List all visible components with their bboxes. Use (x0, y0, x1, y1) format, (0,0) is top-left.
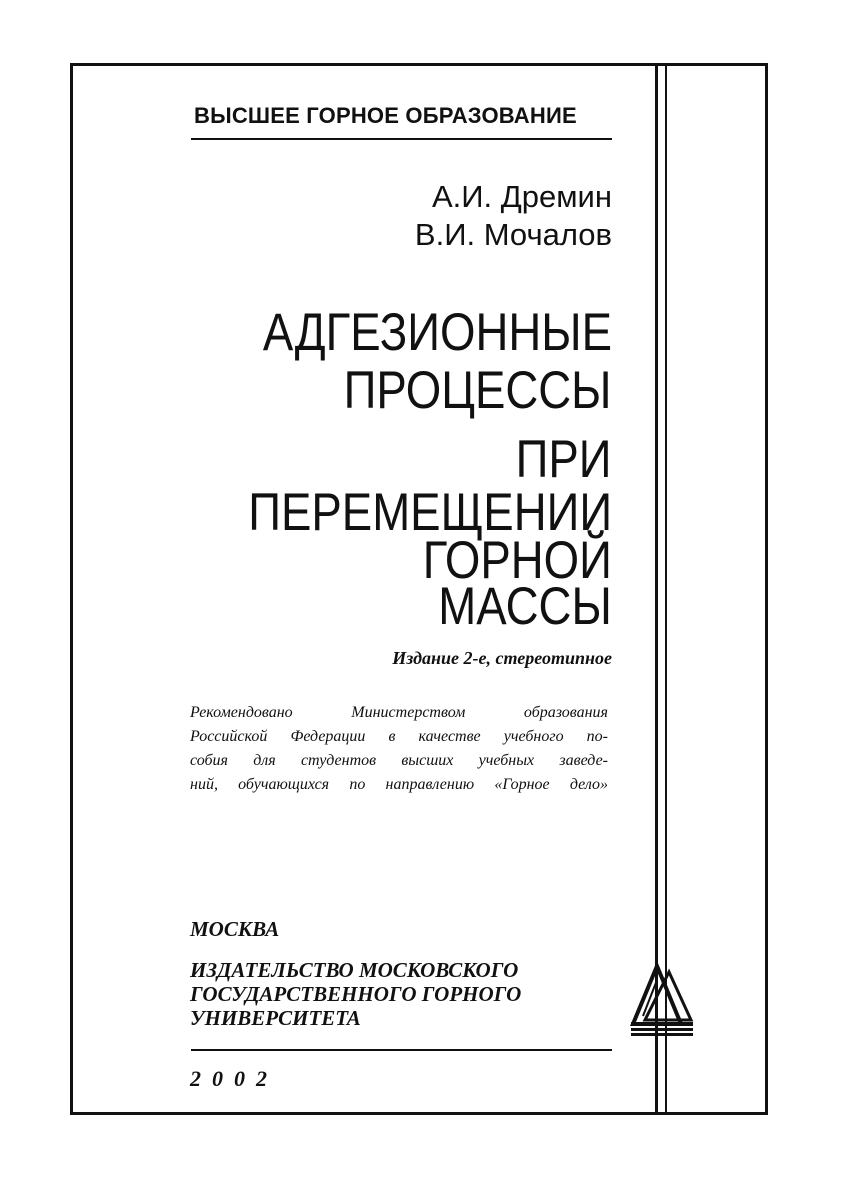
recommendation-line: ний, обучающихся по направлению «Горное дело» (190, 776, 608, 793)
recommendation-text (190, 701, 608, 797)
publisher-logo-icon (627, 958, 699, 1038)
author-2: В.И. Мочалов (414, 217, 612, 252)
author-1: А.И. Дремин (431, 179, 612, 214)
recommendation-line: собия для студентов высших учебных заведе- (190, 752, 608, 769)
series-rule (191, 138, 612, 140)
title-line-1: АДГЕЗИОННЫЕ (262, 303, 612, 362)
edition-note: Издание 2-е, стереотипное (392, 648, 612, 668)
recommendation-line: Российской Федерации в качестве учебного по- (190, 728, 608, 745)
publisher-name (190, 958, 521, 1030)
title-line-5: ГОРНОЙ (422, 531, 612, 590)
title-line-4: ПЕРЕМЕЩЕНИИ (248, 483, 612, 542)
publisher-line: ГОСУДАРСТВЕННОГО ГОРНОГО (190, 982, 522, 1006)
publisher-line: УНИВЕРСИТЕТА (190, 1006, 361, 1030)
title-line-3: ПРИ (516, 430, 612, 489)
series-title: ВЫСШЕЕ ГОРНОЕ ОБРАЗОВАНИЕ (194, 103, 577, 128)
title-line-6: МАССЫ (438, 577, 612, 636)
year-rule (191, 1049, 612, 1051)
publication-year: 2002 (190, 1066, 278, 1091)
title-line-2: ПРОЦЕССЫ (344, 361, 612, 420)
publisher-line: ИЗДАТЕЛЬСТВО МОСКОВСКОГО (190, 958, 519, 982)
recommendation-line: Рекомендовано Министерством образования (190, 704, 608, 721)
publisher-city: МОСКВА (190, 917, 280, 941)
